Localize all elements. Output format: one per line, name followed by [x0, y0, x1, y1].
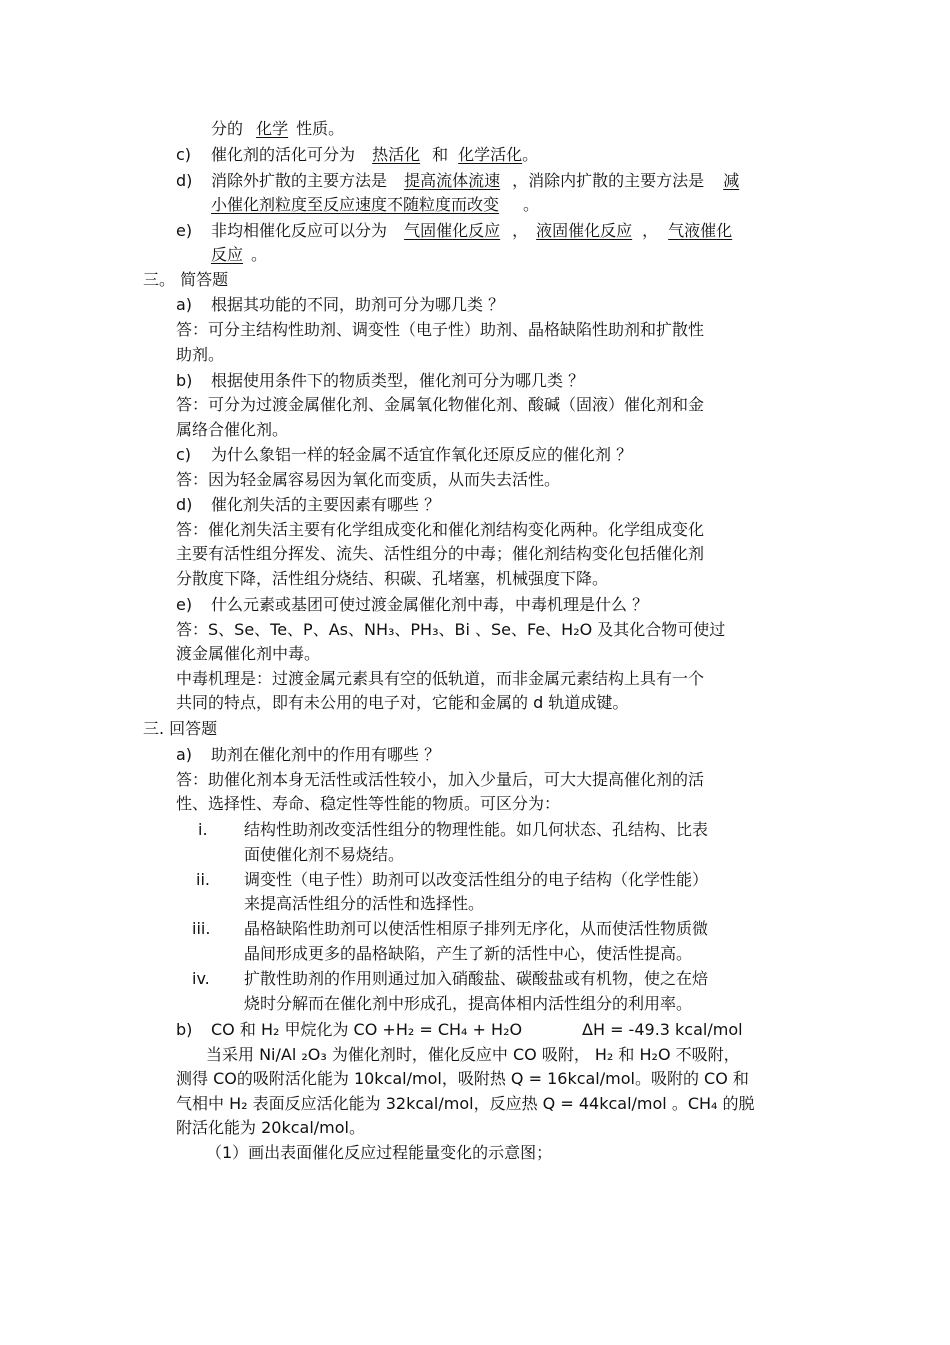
list-number: iii.	[192, 919, 211, 938]
question-label: a)	[176, 745, 193, 764]
body-line: 气相中 H₂ 表面反应活化能为 32kcal/mol，反应热 Q = 44kcal/mol 。CH₄ 的脱	[176, 1094, 755, 1113]
answer-line: 中毒机理是：过渡金属元素具有空的低轨道，而非金属元素结构上具有一个	[176, 669, 705, 688]
list-item-line: 烧时分解而在催化剂中形成孔，提高体相内活性组分的利用率。	[244, 994, 693, 1013]
list-item-line: 调变性（电子性）助剂可以改变活性组分的电子结构（化学性能）	[244, 870, 709, 889]
blank-answer: 气固催化反应	[404, 221, 501, 240]
list-item-line: 结构性助剂改变活性组分的物理性能。如几何状态、孔结构、比表	[244, 820, 709, 839]
section-heading: 三. 回答题	[143, 719, 218, 738]
question-text: 为什么象铝一样的轻金属不适宜作氧化还原反应的催化剂 ？	[211, 445, 633, 464]
blank-answer: 化学活化	[458, 145, 523, 164]
question-label: b)	[176, 1020, 193, 1039]
fill-in-d-line2: 小催化剂粒度至反应速度不随粒度而改变 。	[211, 195, 540, 214]
fill-in-d-line1: 消除外扩散的主要方法是 提高流体流速 ，消除内扩散的主要方法是 减	[211, 171, 740, 190]
body-line: 当采用 Ni/Al ₂O₃ 为催化剂时，催化反应中 CO 吸附， H₂ 和 H₂O 不吸附，	[206, 1045, 740, 1064]
question-label: e)	[176, 595, 193, 614]
answer-line: 答：催化剂失活主要有化学组成变化和催化剂结构变化两种。化学组成变化	[176, 520, 705, 539]
fill-in-c: 催化剂的活化可分为 热活化 和 化学活化。	[211, 145, 539, 164]
answer-line: 分散度下降，活性组分烧结、积碳、孔堵塞，机械强度下降。	[176, 569, 609, 588]
blank-answer: 热活化	[372, 145, 421, 164]
question-text: CO 和 H₂ 甲烷化为 CO +H₂ = CH₄ + H₂O	[211, 1020, 523, 1039]
blank-answer: 提高流体流速	[404, 171, 501, 190]
body-line: 附活化能为 20kcal/mol。	[176, 1118, 365, 1137]
blank-answer: 化学	[256, 119, 289, 138]
answer-line: 共同的特点，即有未公用的电子对，它能和金属的 d 轨道成键。	[176, 693, 629, 712]
answer-line: 答：助催化剂本身无活性或活性较小，加入少量后，可大大提高催化剂的活	[176, 770, 705, 789]
question-label: b)	[176, 371, 193, 390]
answer-line: 答：可分主结构性助剂、调变性（电子性）助剂、晶格缺陷性助剂和扩散性	[176, 320, 705, 339]
item-label: d)	[176, 171, 193, 190]
list-item-line: 扩散性助剂的作用则通过加入硝酸盐、碳酸盐或有机物，使之在焙	[244, 969, 709, 988]
question-label: c)	[176, 445, 192, 464]
blank-answer: 气液催化	[668, 221, 733, 240]
blank-answer: 液固催化反应	[536, 221, 633, 240]
blank-answer: 减	[723, 171, 740, 190]
list-number: i.	[198, 820, 208, 839]
question-label: a)	[176, 295, 193, 314]
blank-answer: 反应	[211, 245, 244, 264]
fill-in-e-line2: 反应 。	[211, 245, 268, 264]
sub-question: （1）画出表面催化反应过程能量变化的示意图；	[206, 1143, 553, 1162]
answer-line: 性、选择性、寿命、稳定性等性能的物质。可区分为：	[176, 794, 561, 813]
answer-line: 答：因为轻金属容易因为氧化而变质，从而失去活性。	[176, 470, 561, 489]
list-item-line: 晶格缺陷性助剂可以使活性相原子排列无序化，从而使活性物质微	[244, 919, 709, 938]
fill-in-e-line1: 非均相催化反应可以分为 气固催化反应 ， 液固催化反应 ， 气液催化	[211, 221, 733, 240]
list-item-line: 晶间形成更多的晶格缺陷，产生了新的活性中心，使活性提高。	[244, 944, 693, 963]
fill-in-continuation: 分的 化学 性质。	[211, 119, 345, 138]
list-item-line: 来提高活性组分的活性和选择性。	[244, 894, 485, 913]
question-text: 催化剂失活的主要因素有哪些 ？	[211, 495, 441, 514]
answer-line: 渡金属催化剂中毒。	[176, 644, 321, 663]
list-item-line: 面使催化剂不易烧结。	[244, 845, 405, 864]
blank-answer: 小催化剂粒度至反应速度不随粒度而改变	[211, 195, 500, 214]
item-label: c)	[176, 145, 192, 164]
question-text: 根据使用条件下的物质类型，催化剂可分为哪几类 ？	[211, 371, 585, 390]
question-text: 根据其功能的不同，助剂可分为哪几类 ？	[211, 295, 505, 314]
answer-line: 主要有活性组分挥发、流失、活性组分的中毒；催化剂结构变化包括催化剂	[176, 544, 705, 563]
answer-line: 助剂。	[176, 345, 225, 364]
enthalpy-value: ΔH = -49.3 kcal/mol	[582, 1020, 743, 1039]
question-label: d)	[176, 495, 193, 514]
answer-line: 属络合催化剂。	[176, 420, 289, 439]
answer-line: 答：可分为过渡金属催化剂、金属氧化物催化剂、酸碱（固液）催化剂和金	[176, 395, 705, 414]
section-heading: 三。 简答题	[143, 270, 229, 289]
question-text: 助剂在催化剂中的作用有哪些 ？	[211, 745, 441, 764]
item-label: e)	[176, 221, 193, 240]
list-number: iv.	[192, 969, 210, 988]
question-text: 什么元素或基团可使过渡金属催化剂中毒，中毒机理是什么 ？	[211, 595, 649, 614]
list-number: ii.	[196, 870, 210, 889]
body-line: 测得 CO的吸附活化能为 10kcal/mol，吸附热 Q = 16kcal/mol。吸附的 CO 和	[176, 1069, 749, 1088]
answer-line: 答：S、Se、Te、P、As、NH₃、PH₃、Bi 、Se、Fe、H₂O 及其化合物可使过	[176, 620, 726, 639]
